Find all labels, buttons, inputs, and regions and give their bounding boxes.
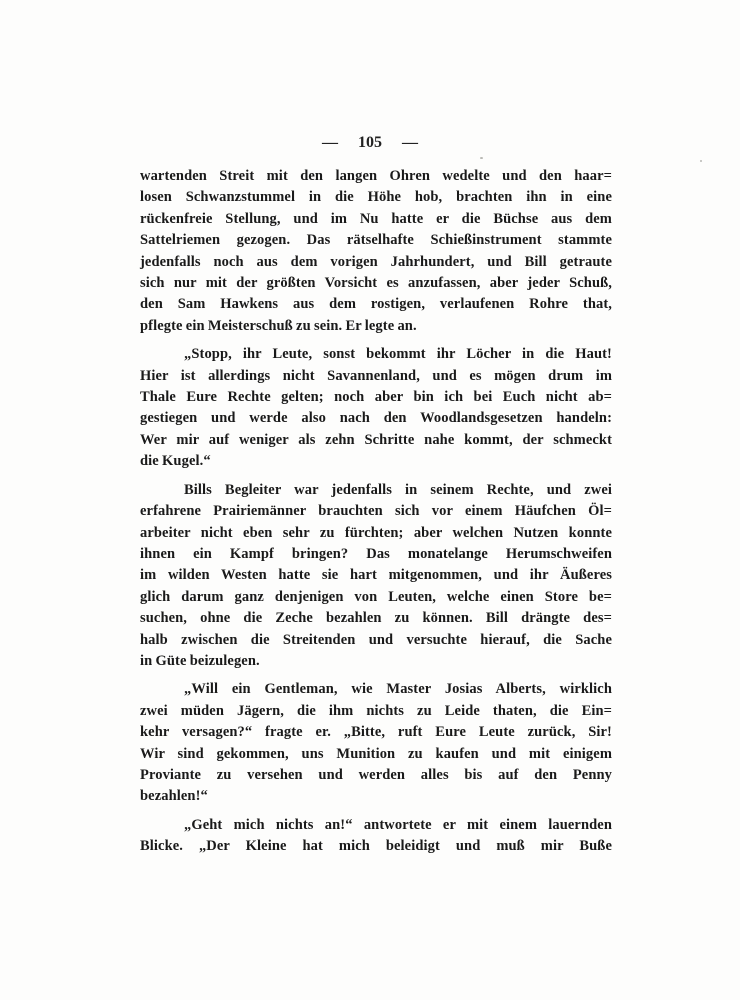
paragraph — [140, 166, 612, 337]
text-line: rückenfreie Stellung, und im Nu hatte er die Büchse aus dem — [140, 210, 612, 227]
text-line: zwei müden Jägern, die ihm nichts zu Leide thaten, die Ein= — [140, 702, 612, 719]
page-number: — 105 — — [322, 134, 418, 151]
text-line: suchen, ohne die Zeche bezahlen zu können. Bill drängte des= — [140, 610, 612, 627]
text-line: im wilden Westen hatte sie hart mitgenommen, und ihr Äußeres — [140, 567, 612, 584]
text-line: arbeiter nicht eben sehr zu fürchten; aber welchen Nutzen konnte — [140, 524, 612, 541]
text-line: Blicke. „Der Kleine hat mich beleidigt und muß mir Buße — [140, 838, 612, 855]
text-line: Wir sind gekommen, uns Munition zu kaufen und mit einigem — [140, 745, 612, 762]
text-line: bezahlen!“ — [140, 788, 208, 805]
text-line: pflegte ein Meisterschuß zu sein. Er legte an. — [140, 317, 417, 334]
text-line: jedenfalls noch aus dem vorigen Jahrhundert, und Bill getraute — [140, 253, 612, 270]
text-block — [140, 166, 612, 865]
text-line: Bills Begleiter war jedenfalls in seinem Rechte, und zwei — [184, 481, 612, 498]
text-line: halb zwischen die Streitenden und versuchte hierauf, die Sache — [140, 631, 612, 648]
paragraph — [140, 679, 612, 807]
paragraph — [140, 344, 612, 472]
text-line: „Will ein Gentleman, wie Master Josias Alberts, wirklich — [184, 681, 612, 698]
scan-speckle — [480, 157, 483, 159]
text-line: losen Schwanzstummel in die Höhe hob, brachten ihn in eine — [140, 189, 612, 206]
text-line: Sattelriemen gezogen. Das rätselhafte Schießinstrument stammte — [140, 232, 612, 249]
text-line: „Stopp, ihr Leute, sonst bekommt ihr Löcher in die Haut! — [184, 346, 612, 363]
text-line: wartenden Streit mit den langen Ohren wedelte und den haar= — [140, 168, 612, 184]
text-line: Wer mir auf weniger als zehn Schritte nahe kommt, der schmeckt — [140, 431, 612, 448]
text-line: kehr versagen?“ fragte er. „Bitte, ruft Eure Leute zurück, Sir! — [140, 724, 612, 741]
text-line: die Kugel.“ — [140, 453, 211, 470]
scan-speckle — [700, 160, 702, 162]
text-line: den Sam Hawkens aus dem rostigen, verlaufenen Rohre that, — [140, 296, 612, 313]
text-line: Thale Eure Rechte gelten; noch aber bin ich bei Euch nicht ab= — [140, 389, 612, 406]
paragraph — [140, 480, 612, 673]
text-line: sich nur mit der größten Vorsicht es anzufassen, aber jeder Schuß, — [140, 275, 612, 292]
text-line: glich darum ganz denjenigen von Leuten, welche einen Store be= — [140, 588, 612, 605]
text-line: in Güte beizulegen. — [140, 652, 260, 669]
text-line: Proviante zu versehen und werden alles bis auf den Penny — [140, 766, 612, 783]
text-line: Hier ist allerdings nicht Savannenland, und es mögen drum im — [140, 367, 612, 384]
text-line: erfahrene Prairiemänner brauchten sich vor einem Häufchen Öl= — [140, 503, 612, 520]
text-line: „Geht mich nichts an!“ antwortete er mit einem lauernden — [184, 816, 612, 833]
text-line: gestiegen und werde also nach den Woodlandsgesetzen handeln: — [140, 410, 612, 427]
text-line: ihnen ein Kampf bringen? Das monatelange Herumschweifen — [140, 545, 612, 562]
paragraph — [140, 815, 612, 858]
